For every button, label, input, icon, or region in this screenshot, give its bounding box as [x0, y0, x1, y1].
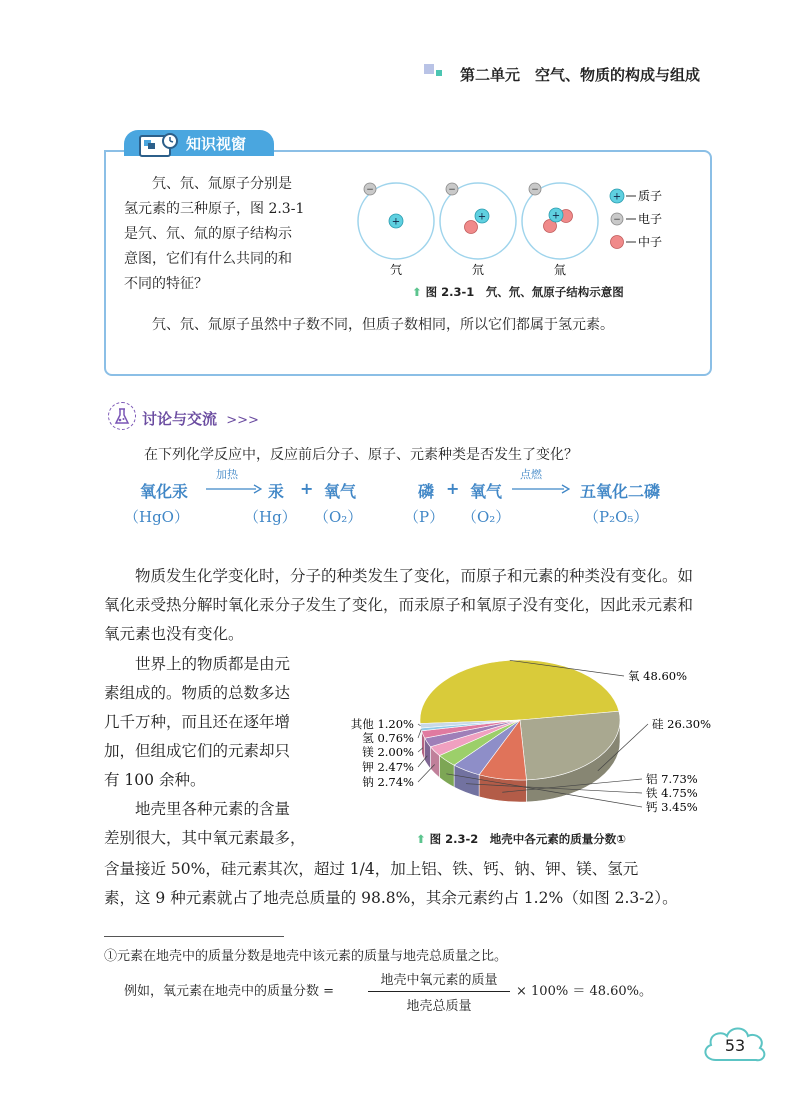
atom-label: 氘 [471, 263, 485, 277]
pie-label: 氧 48.60% [628, 669, 688, 683]
svg-text:+: + [551, 210, 561, 222]
legend-electron: 电子 [638, 212, 663, 226]
svg-text:−: − [531, 185, 539, 195]
knowledge-answer: 氕、氘、氚原子虽然中子数不同，但质子数相同，所以它们都属于氢元素。 [152, 317, 614, 333]
neutron-icon [611, 236, 624, 249]
body-paragraph: 物质发生化学变化时，分子的种类发生了变化，而原子和元素的种类没有变化。如氧化汞受热分解时氧化汞分子发生了变化，而汞原子和氧原子没有变化，因此汞元素和氧元素也没有变化。 [104, 567, 694, 643]
text-line: 差别很大，其中氧元素最多， [104, 829, 306, 847]
pie-label: 铁 4.75% [646, 786, 698, 800]
reaction-arrow [206, 484, 262, 494]
header-decoration [424, 64, 444, 78]
atom-label: 氕 [389, 263, 403, 277]
neutron-icon [465, 221, 478, 234]
svg-text:+: + [612, 191, 622, 203]
reactant-formula: （O₂） [462, 508, 511, 526]
svg-text:−: − [613, 215, 621, 225]
chevrons: >>> [226, 413, 259, 428]
reactant-name: 磷 [418, 482, 435, 501]
svg-text:−: − [366, 185, 374, 195]
question-line: 不同的特征？ [124, 276, 208, 292]
page-number: 53 [724, 1036, 746, 1055]
pie-label: 硅 26.30% [652, 717, 712, 731]
svg-text:−: − [448, 185, 456, 195]
text-line: 世界上的物质都是由元 [104, 655, 291, 673]
pie-leader-line [418, 764, 435, 782]
fraction-numerator: 地壳中氧元素的质量 [368, 969, 510, 992]
product-name: 氧气 [324, 482, 357, 501]
text-line: 含量接近 50%，硅元素其次，超过 1/4，加上铝、铁、钙、钠、钾、镁、氢元 [104, 860, 639, 878]
text-line: 素组成的。物质的总数多达 [104, 684, 291, 702]
crust-element-pie-chart [340, 640, 720, 830]
caption-arrow-icon: ⬆ [416, 832, 426, 846]
question-line: 氕、氘、氚原子分别是 [152, 176, 292, 192]
reaction-condition: 点燃 [520, 468, 542, 481]
discussion-title: 讨论与交流 >>> [142, 410, 259, 428]
plus-sign: + [446, 479, 460, 498]
atom-label: 氚 [553, 263, 567, 277]
pie-label: 其他 1.20% [350, 717, 414, 731]
reaction-arrow [512, 484, 570, 494]
discussion-question: 在下列化学反应中，反应前后分子、原子、元素种类是否发生了变化？ [144, 447, 578, 463]
fraction-denominator: 地壳总质量 [406, 999, 472, 1014]
fraction [368, 969, 510, 1014]
pie-label: 钙 3.45% [646, 800, 698, 814]
reactant-formula: （HgO） [124, 508, 189, 526]
reactant-name: 氧化汞 [140, 482, 189, 501]
footnote-example: 例如，氧元素在地壳中的质量分数 = [124, 984, 335, 999]
legend-proton: 质子 [638, 189, 663, 203]
figure-caption-2-3-2 [416, 831, 626, 847]
flask-icon [108, 402, 136, 430]
body-paragraph [104, 855, 714, 913]
text-line: 素，这 9 种元素就占了地壳总质量的 98.8%，其余元素约占 1.2%（如图 2.3-2）。 [104, 889, 678, 907]
question-line: 意图，它们有什么共同的和 [124, 251, 292, 267]
question-line: 氢元素的三种原子，图 2.3-1 [124, 201, 305, 217]
figure-caption-2-3-1: ⬆ 图 2.3-1 氕、氘、氚原子结构示意图 [412, 285, 624, 299]
legend-neutron: 中子 [638, 235, 663, 249]
text-line: 加，但组成它们的元素却只 [104, 742, 291, 760]
pie-label: 铝 7.73% [646, 772, 698, 786]
chart-title: 图 2.3-2 地壳中各元素的质量分数① [429, 832, 627, 846]
reactant-name: 氧气 [470, 482, 503, 501]
reactant-formula: （P） [404, 508, 445, 526]
svg-text:+: + [477, 211, 487, 223]
running-header: 第二单元 空气、物质的构成与组成 [460, 66, 701, 84]
pie-label: 钠 2.74% [362, 775, 414, 789]
plus-sign: + [300, 479, 314, 498]
product-formula: （Hg） [244, 508, 297, 526]
footnote-text: ①元素在地壳中的质量分数是地壳中该元素的质量与地壳总质量之比。 [104, 949, 508, 964]
text-line: 几千万种，而且还在逐年增 [104, 713, 291, 731]
knowledge-box-title: 知识视窗 [186, 135, 247, 153]
footnote-result: × 100% ＝ 48.60%。 [516, 984, 653, 999]
isotope-diagram [354, 176, 694, 280]
pie-label: 氢 0.76% [362, 731, 414, 745]
pie-label: 钾 2.47% [362, 760, 414, 774]
question-line: 是氕、氘、氚的原子结构示 [124, 226, 292, 242]
product-name: 五氧化二磷 [580, 482, 661, 501]
caption-arrow-icon: ⬆ [412, 285, 422, 299]
pie-label: 镁 2.00% [362, 745, 414, 759]
knowledge-question [124, 172, 349, 297]
text-line: 地壳里各种元素的含量 [104, 800, 291, 818]
product-name: 汞 [268, 482, 285, 501]
reaction-condition: 加热 [216, 468, 238, 481]
svg-text:+: + [391, 216, 401, 228]
computer-icon [138, 132, 178, 160]
product-formula: （P₂O₅） [584, 508, 649, 526]
footnote-rule [104, 936, 284, 937]
product-formula: （O₂） [314, 508, 363, 526]
body-paragraph-left [104, 650, 336, 853]
text-line: 有 100 余种。 [104, 771, 206, 789]
